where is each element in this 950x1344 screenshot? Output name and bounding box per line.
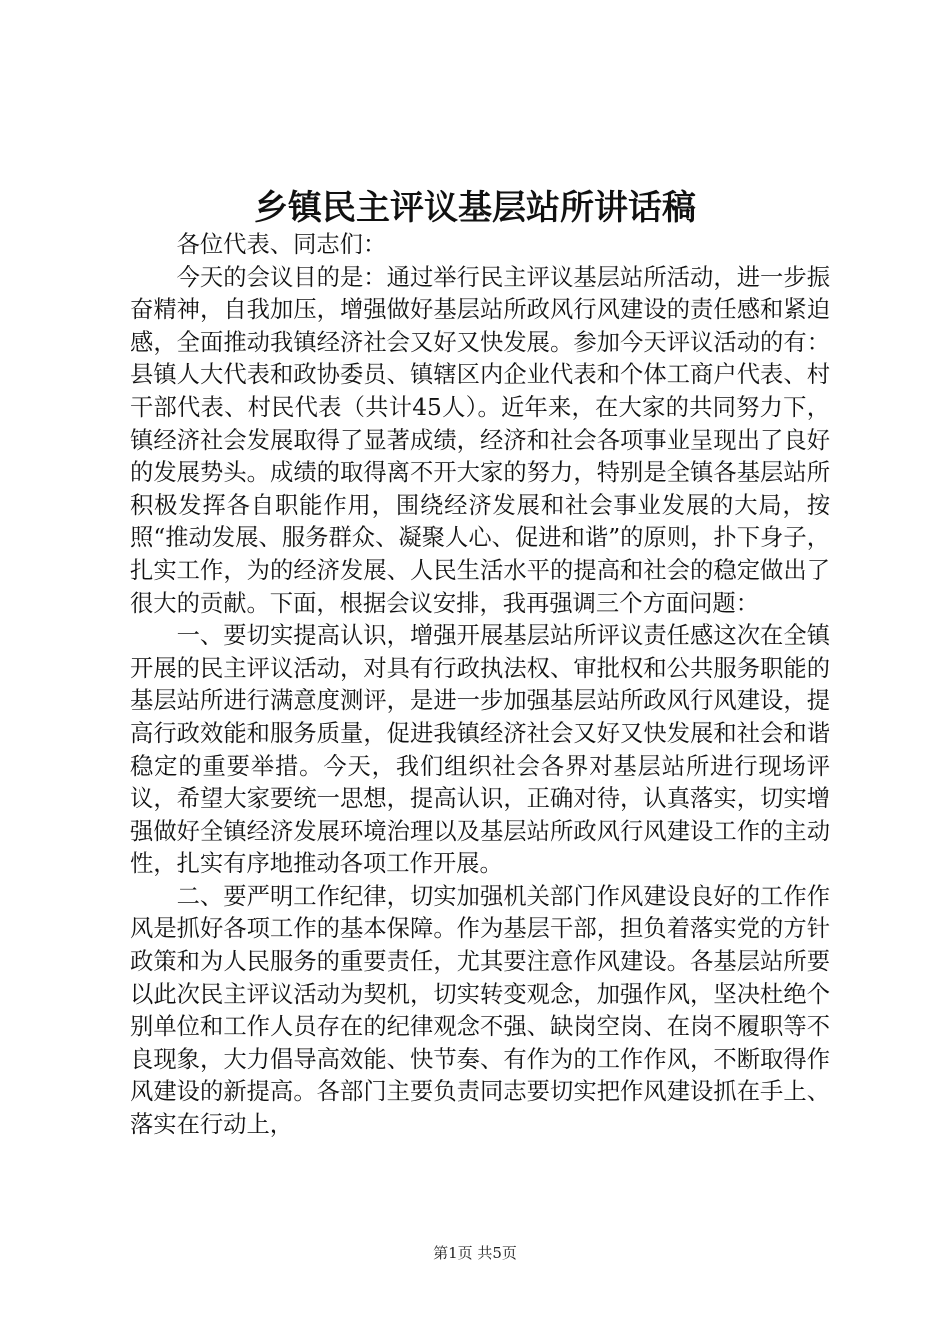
document-title: 乡镇民主评议基层站所讲话稿 <box>254 188 696 228</box>
paragraph-intro: 今天的会议目的是：通过举行民主评议基层站所活动，进一步振奋精神，自我加压，增强做好基层站所政风行风建设的责任感和紧迫感，全面推动我镇经济社会又好又快发展。参加今天评议活动的有：县镇人大代表和政协委员、镇辖区内企业代表和个体工商户代表、村干部代表、村民代表（共计45人）。近年来，在大家的共同努力下，镇经济社会发展取得了显著成绩，经济和社会各项事业呈现出了良好的发展势头。成绩的取得离不开大家的努力，特别是全镇各基层站所积极发挥各自职能作用，围绕经济发展和社会事业发展的大局，按照“推动发展、服务群众、凝聚人心、促进和谐”的原则，扑下身子，扎实工作，为的经济发展、人民生活水平的提高和社会的稳定做出了很大的贡献。下面，根据会议安排，我再强调三个方面问题： <box>130 263 830 617</box>
page-number-footer: 第1页 共5页 <box>433 1244 517 1262</box>
greeting-line: 各位代表、同志们： <box>176 231 387 258</box>
paragraph-point-two: 二、要严明工作纪律，切实加强机关部门作风建设良好的工作作风是抓好各项工作的基本保障。作为基层干部，担负着落实党的方针政策和为人民服务的重要责任，尤其要注意作风建设。各基层站所要以此次民主评议活动为契机，切实转变观念，加强作风，坚决杜绝个别单位和工作人员存在的纪律观念不强、缺岗空岗、在岗不履职等不良现象，大力倡导高效能、快节奏、有作为的工作作风，不断取得作风建设的新提高。各部门主要负责同志要切实把作风建设抓在手上、落实在行动上， <box>130 882 830 1139</box>
paragraph-point-one: 一、要切实提高认识，增强开展基层站所评议责任感这次在全镇开展的民主评议活动，对具有行政执法权、审批权和公共服务职能的基层站所进行满意度测评，是进一步加强基层站所政风行风建设，提高行政效能和服务质量，促进我镇经济社会又好又快发展和社会和谐稳定的重要举措。今天，我们组织社会各界对基层站所进行现场评议，希望大家要统一思想，提高认识，正确对待，认真落实，切实增强做好全镇经济发展环境治理以及基层站所政风行风建设工作的主动性，扎实有序地推动各项工作开展。 <box>130 622 830 878</box>
document-body <box>130 229 830 1142</box>
